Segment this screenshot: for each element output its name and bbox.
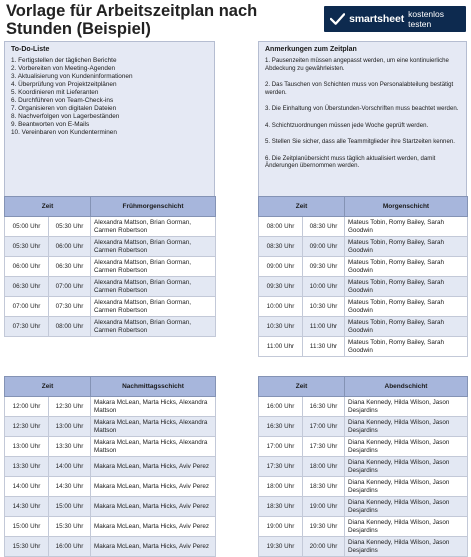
end-time-cell: 19:00 Uhr [303,497,345,517]
staff-cell: Diana Kennedy, Hilda Wilson, Jason Desjardins [345,397,468,417]
shift-header: Morgenschicht [345,197,468,217]
todo-heading: To-Do-Liste [11,46,50,53]
table-row [259,257,468,277]
time-header: Zeit [259,377,345,397]
table-row [259,477,468,497]
todo-item: 7. Organisieren von digitalen Dateien [11,105,117,112]
table-row [259,397,468,417]
notes-heading: Anmerkungen zum Zeitplan [265,46,357,53]
todo-list [11,57,208,137]
end-time-cell: 11:30 Uhr [303,337,345,357]
time-header: Zeit [5,197,91,217]
note-item: 3. Die Einhaltung von Überstunden-Vorschriften muss beachtet werden. [265,105,459,112]
table-row [5,277,216,297]
table-row [259,497,468,517]
end-time-cell: 06:00 Uhr [49,237,91,257]
table-row [259,277,468,297]
end-time-cell: 14:00 Uhr [49,457,91,477]
end-time-cell: 15:00 Uhr [49,497,91,517]
end-time-cell: 15:30 Uhr [49,517,91,537]
todo-box [4,41,215,214]
table-row [259,437,468,457]
todo-item: 2. Vorbereiten von Meeting-Agenden [11,65,116,72]
staff-cell: Diana Kennedy, Hilda Wilson, Jason Desjardins [345,417,468,437]
end-time-cell: 13:00 Uhr [49,417,91,437]
table-row [259,417,468,437]
staff-cell: Makara McLean, Marta Hicks, Aviv Perez [91,457,216,477]
staff-cell: Alexandra Mattson, Brian Gorman, Carmen Robertson [91,277,216,297]
note-item: 6. Die Zeitplanübersicht muss täglich aktualisiert werden, damit Änderungen übernommen werden. [265,154,436,169]
staff-cell: Mateus Tobin, Romy Bailey, Sarah Goodwin [345,317,468,337]
end-time-cell: 07:00 Uhr [49,277,91,297]
start-time-cell: 10:00 Uhr [259,297,303,317]
todo-item: 5. Koordinieren mit Lieferanten [11,89,99,96]
staff-cell: Makara McLean, Marta Hicks, Alexandra Mattson [91,437,216,457]
table-row [5,517,216,537]
staff-cell: Alexandra Mattson, Brian Gorman, Carmen Robertson [91,217,216,237]
table-row [259,217,468,237]
staff-cell: Alexandra Mattson, Brian Gorman, Carmen Robertson [91,257,216,277]
start-time-cell: 05:00 Uhr [5,217,49,237]
end-time-cell: 08:30 Uhr [303,217,345,237]
end-time-cell: 09:00 Uhr [303,237,345,257]
table-nachmittagsschicht [4,376,216,557]
table-row [5,457,216,477]
table-row [259,537,468,557]
end-time-cell: 16:00 Uhr [49,537,91,557]
start-time-cell: 16:30 Uhr [259,417,303,437]
staff-cell: Alexandra Mattson, Brian Gorman, Carmen Robertson [91,317,216,337]
start-time-cell: 07:00 Uhr [5,297,49,317]
start-time-cell: 17:30 Uhr [259,457,303,477]
end-time-cell: 07:30 Uhr [49,297,91,317]
table-morgenschicht [258,196,468,357]
start-time-cell: 19:30 Uhr [259,537,303,557]
table-row [5,417,216,437]
staff-cell: Diana Kennedy, Hilda Wilson, Jason Desjardins [345,517,468,537]
table-row [5,237,216,257]
note-item: 1. Pausenzeiten müssen angepasst werden, um eine kontinuierliche Abdeckung zu gewährleisten. [265,57,449,72]
staff-cell: Diana Kennedy, Hilda Wilson, Jason Desjardins [345,497,468,517]
end-time-cell: 17:00 Uhr [303,417,345,437]
start-time-cell: 06:00 Uhr [5,257,49,277]
start-time-cell: 09:00 Uhr [259,257,303,277]
todo-item: 9. Beantworten von E-Mails [11,121,90,128]
start-time-cell: 11:00 Uhr [259,337,303,357]
start-time-cell: 10:30 Uhr [259,317,303,337]
todo-item: 10. Vereinbaren von Kundenterminen [11,129,117,136]
note-item: 2. Das Tauschen von Schichten muss von Personalabteilung bestätigt werden. [265,81,454,96]
start-time-cell: 12:00 Uhr [5,397,49,417]
start-time-cell: 08:00 Uhr [259,217,303,237]
staff-cell: Diana Kennedy, Hilda Wilson, Jason Desjardins [345,477,468,497]
notes-box [258,41,467,214]
table-row [5,497,216,517]
staff-cell: Mateus Tobin, Romy Bailey, Sarah Goodwin [345,277,468,297]
staff-cell: Makara McLean, Marta Hicks, Aviv Perez [91,537,216,557]
smartsheet-trial-button[interactable] [324,6,466,32]
todo-item: 8. Nachverfolgen von Lagerbeständen [11,113,120,120]
shift-header: Frühmorgenschicht [91,197,216,217]
end-time-cell: 20:00 Uhr [303,537,345,557]
end-time-cell: 19:30 Uhr [303,517,345,537]
table-row [5,257,216,277]
end-time-cell: 17:30 Uhr [303,437,345,457]
todo-item: 4. Überprüfung von Projektzeitplänen [11,81,117,88]
staff-cell: Mateus Tobin, Romy Bailey, Sarah Goodwin [345,297,468,317]
start-time-cell: 05:30 Uhr [5,237,49,257]
table-row [259,237,468,257]
staff-cell: Mateus Tobin, Romy Bailey, Sarah Goodwin [345,237,468,257]
start-time-cell: 08:30 Uhr [259,237,303,257]
table-row [5,217,216,237]
todo-item: 3. Aktualisierung von Kundeninformationen [11,73,133,80]
start-time-cell: 13:00 Uhr [5,437,49,457]
staff-cell: Diana Kennedy, Hilda Wilson, Jason Desjardins [345,437,468,457]
note-item: 4. Schichtzuordnungen müssen jede Woche geprüft werden. [265,121,429,129]
table-row [5,437,216,457]
end-time-cell: 18:00 Uhr [303,457,345,477]
end-time-cell: 18:30 Uhr [303,477,345,497]
end-time-cell: 09:30 Uhr [303,257,345,277]
start-time-cell: 18:00 Uhr [259,477,303,497]
end-time-cell: 14:30 Uhr [49,477,91,497]
start-time-cell: 09:30 Uhr [259,277,303,297]
staff-cell: Makara McLean, Marta Hicks, Aviv Perez [91,497,216,517]
table-row [259,317,468,337]
end-time-cell: 06:30 Uhr [49,257,91,277]
staff-cell: Makara McLean, Marta Hicks, Alexandra Mattson [91,397,216,417]
time-header: Zeit [259,197,345,217]
table-row [259,517,468,537]
table-row [259,337,468,357]
staff-cell: Mateus Tobin, Romy Bailey, Sarah Goodwin [345,217,468,237]
staff-cell: Alexandra Mattson, Brian Gorman, Carmen Robertson [91,237,216,257]
start-time-cell: 07:30 Uhr [5,317,49,337]
time-header: Zeit [5,377,91,397]
table-row [5,397,216,417]
table-row [5,317,216,337]
page-title: Vorlage für Arbeitszeitplan nach Stunden (Beispiel) [6,2,258,38]
end-time-cell: 08:00 Uhr [49,317,91,337]
table-abendschicht [258,376,468,557]
todo-item: 1. Fertigstellen der täglichen Berichte [11,57,117,64]
staff-cell: Mateus Tobin, Romy Bailey, Sarah Goodwin [345,337,468,357]
shift-header: Nachmittagsschicht [91,377,216,397]
shift-header: Abendschicht [345,377,468,397]
start-time-cell: 19:00 Uhr [259,517,303,537]
start-time-cell: 13:30 Uhr [5,457,49,477]
start-time-cell: 17:00 Uhr [259,437,303,457]
start-time-cell: 12:30 Uhr [5,417,49,437]
end-time-cell: 05:30 Uhr [49,217,91,237]
start-time-cell: 15:30 Uhr [5,537,49,557]
start-time-cell: 18:30 Uhr [259,497,303,517]
start-time-cell: 14:00 Uhr [5,477,49,497]
end-time-cell: 10:30 Uhr [303,297,345,317]
table-row [5,477,216,497]
end-time-cell: 10:00 Uhr [303,277,345,297]
end-time-cell: 12:30 Uhr [49,397,91,417]
staff-cell: Makara McLean, Marta Hicks, Aviv Perez [91,477,216,497]
smartsheet-logo-icon [330,12,345,26]
brand-cta-label: kostenlos testen [408,9,445,29]
start-time-cell: 06:30 Uhr [5,277,49,297]
brand-name: smartsheet [349,13,405,25]
start-time-cell: 16:00 Uhr [259,397,303,417]
staff-cell: Diana Kennedy, Hilda Wilson, Jason Desjardins [345,537,468,557]
notes-list [265,57,460,170]
staff-cell: Mateus Tobin, Romy Bailey, Sarah Goodwin [345,257,468,277]
table-row [5,297,216,317]
table-row [5,537,216,557]
todo-item: 6. Durchführen von Team-Check-ins [11,97,114,104]
staff-cell: Alexandra Mattson, Brian Gorman, Carmen Robertson [91,297,216,317]
table-row [259,457,468,477]
staff-cell: Makara McLean, Marta Hicks, Alexandra Mattson [91,417,216,437]
staff-cell: Makara McLean, Marta Hicks, Aviv Perez [91,517,216,537]
start-time-cell: 14:30 Uhr [5,497,49,517]
end-time-cell: 11:00 Uhr [303,317,345,337]
end-time-cell: 13:30 Uhr [49,437,91,457]
staff-cell: Diana Kennedy, Hilda Wilson, Jason Desjardins [345,457,468,477]
table-fruehmorgenschicht [4,196,216,337]
end-time-cell: 16:30 Uhr [303,397,345,417]
note-item: 5. Stellen Sie sicher, dass alle Teammitglieder ihre Startzeiten kennen. [265,138,455,145]
start-time-cell: 15:00 Uhr [5,517,49,537]
table-row [259,297,468,317]
